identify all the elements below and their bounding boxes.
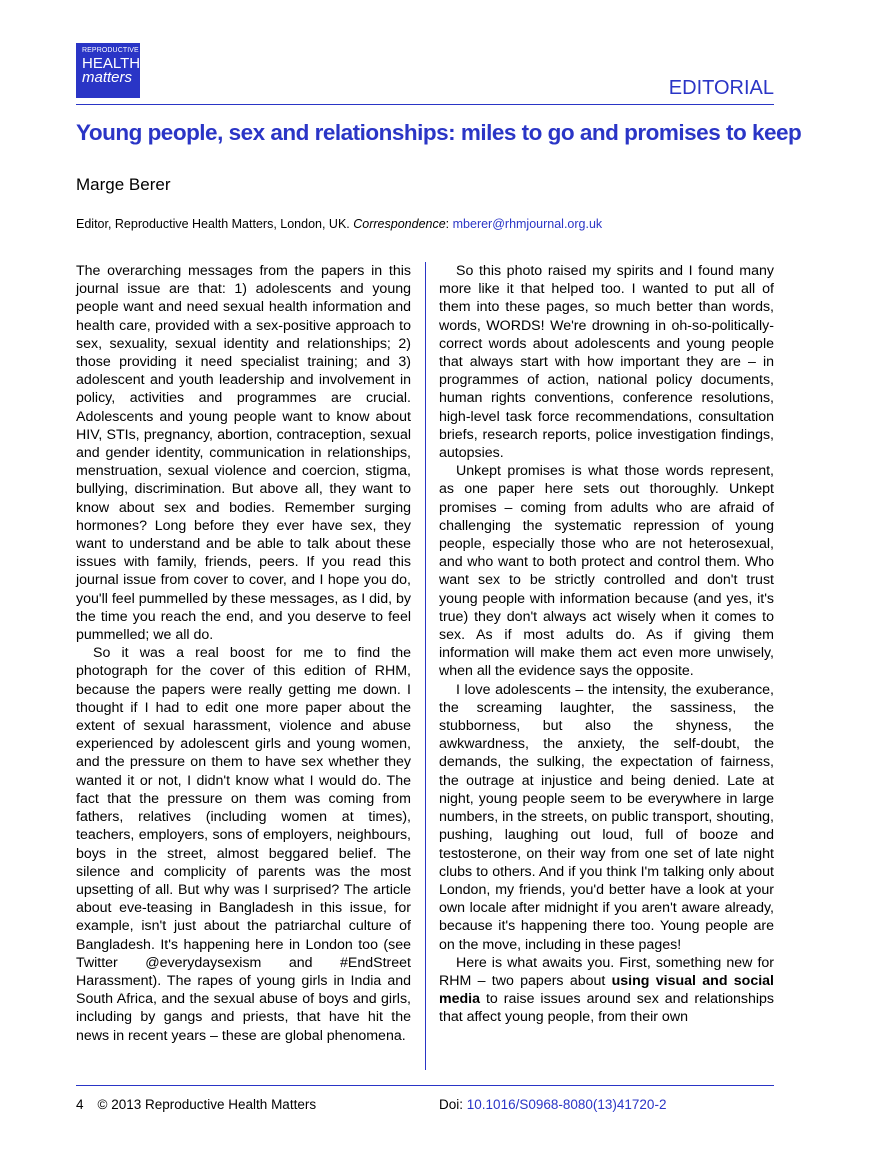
- paragraph: The overarching messages from the papers in this journal issue are that: 1) adolescents and young people want and need sexual health information and health care, provided with a sex-positive approach to sex, sexuality, sexual identity and relationships; 2) those providing it need specialist training; and 3) adolescent and youth leadership and involvement in policy, activities and programmes are crucial. Adolescents and young people want to know about HIV, STIs, pregnancy, abortion, contraception, sexual and gender identity, communication in relationships, menstruation, sexual violence and coercion, stigma, bullying, discrimination. But above all, they want to know about sex and bodies. Remember surging hormones? Long before they ever have sex, they want to understand and be able to talk about these issues with family, friends, peers. If you read this journal issue from cover to cover, and I hope you do, you'll feel pummelled by these messages, as I did, by the time you reach the end, and you deserve to feel pummelled; we all do.: [76, 263, 411, 644]
- footer-left: [76, 1097, 316, 1112]
- logo-line-3: matters: [82, 69, 133, 86]
- copyright: © 2013 Reproductive Health Matters: [97, 1097, 317, 1112]
- paragraph: So it was a real boost for me to find the photograph for the cover of this edition of RHM, because the papers were really getting me down. I thought if I had to edit one more paper about the extent of sexual harassment, violence and abuse experienced by adolescent girls and young women, and the pressure on them to have sex whether they wanted it or not, I didn't know what I would do. The fact that the pressure on them was coming from fathers, relatives (including women at times), teachers, employers, sons of employers, neighbours, boys in the street, almost beggared belief. The silence and complicity of parents was the most upsetting of all. But why was I surprised? The article about eve-teasing in Bangladesh in this issue, for example, isn't just about the patriarchal culture of Bangladesh. It's happening here in London too (see Twitter @everydaysexism and #EndStreet Harassment). The rapes of young girls in India and South Africa, and the sexual abuse of boys and girls, including by gangs and priests, that have hit the news in recent years – these are global phenomena.: [76, 645, 411, 1044]
- correspondence-label: Correspondence: [353, 217, 446, 231]
- paragraph: So this photo raised my spirits and I found many more like it that helped too. I wanted to put all of them into these pages, so much better than words, words, WORDS! We're drowning in oh-so-politically-correct words about adolescents and young people that always start with how important they are – in programmes of action, national policy documents, human rights conventions, conference resolutions, high-level task force recommendations, consultation briefs, research reports, police investigation findings, autopsies.: [439, 263, 774, 462]
- paragraph-text: to raise issues around sex and relationships that affect young people, from their own: [439, 991, 774, 1026]
- logo-line-1: REPRODUCTIVE: [82, 47, 139, 54]
- journal-logo: [76, 43, 140, 98]
- footer-rule: [76, 1085, 774, 1086]
- doi-label: Doi:: [439, 1097, 464, 1112]
- section-label: EDITORIAL: [668, 77, 774, 99]
- footer-right: [439, 1097, 666, 1112]
- article-title: Young people, sex and relationships: miles to go and promises to keep: [76, 120, 802, 145]
- logo-line-2: HEALTH: [82, 55, 141, 72]
- affiliation-text: Editor, Reproductive Health Matters, London, UK.: [76, 217, 350, 231]
- header-rule: [76, 104, 774, 105]
- paragraph: I love adolescents – the intensity, the exuberance, the screaming laughter, the sassiness, the stubborness, but also the shyness, the awkwardness, the anxiety, the self-doubt, the demands, the sulking, the expectation of fairness, the outrage at injustice and being denied. Late at night, young people seem to be everywhere in large numbers, in the streets, on public transport, shouting, pushing, laughing out loud, full of booze and testosterone, on their way from one set of late night clubs to others. And if you think I'm talking only about London, my friends, you'd better have a look at your own locale after midnight if you aren't aware already, because it's happening there too. Young people are on the move, including in these pages!: [439, 681, 774, 953]
- emphasis-text: using visual and social media: [439, 972, 774, 1008]
- paragraph: Unkept promises is what those words represent, as one paper here sets out thoroughly. Unkept promises – coming from adults who are afraid of challenging the systematic repression of young people, especially those who are not heterosexual, and who want to both protect and control them. Who want sex to be strictly controlled and don't trust young people with information because (and yes, it's true) they don't always act wisely when it comes to sex. As if most adults do. As if giving them information will make them act even more unwisely, when all the evidence says the opposite.: [439, 463, 774, 680]
- column-divider: [425, 262, 426, 1070]
- correspondence-email-link[interactable]: mberer@rhmjournal.org.uk: [452, 217, 603, 231]
- body-column-right: [439, 262, 774, 1027]
- paragraph-text: Here is what awaits you. First, something new for RHM – two papers about: [439, 954, 774, 989]
- doi-link[interactable]: 10.1016/S0968-8080(13)41720-2: [466, 1097, 667, 1112]
- author-name: Marge Berer: [76, 175, 171, 194]
- page-number: 4: [76, 1097, 84, 1112]
- author-affiliation: Editor, Reproductive Health Matters, London, UK. Correspondence: mberer@rhmjournal.org.uk: [76, 217, 603, 231]
- body-column-left: [76, 262, 411, 1045]
- paragraph: [439, 954, 774, 1027]
